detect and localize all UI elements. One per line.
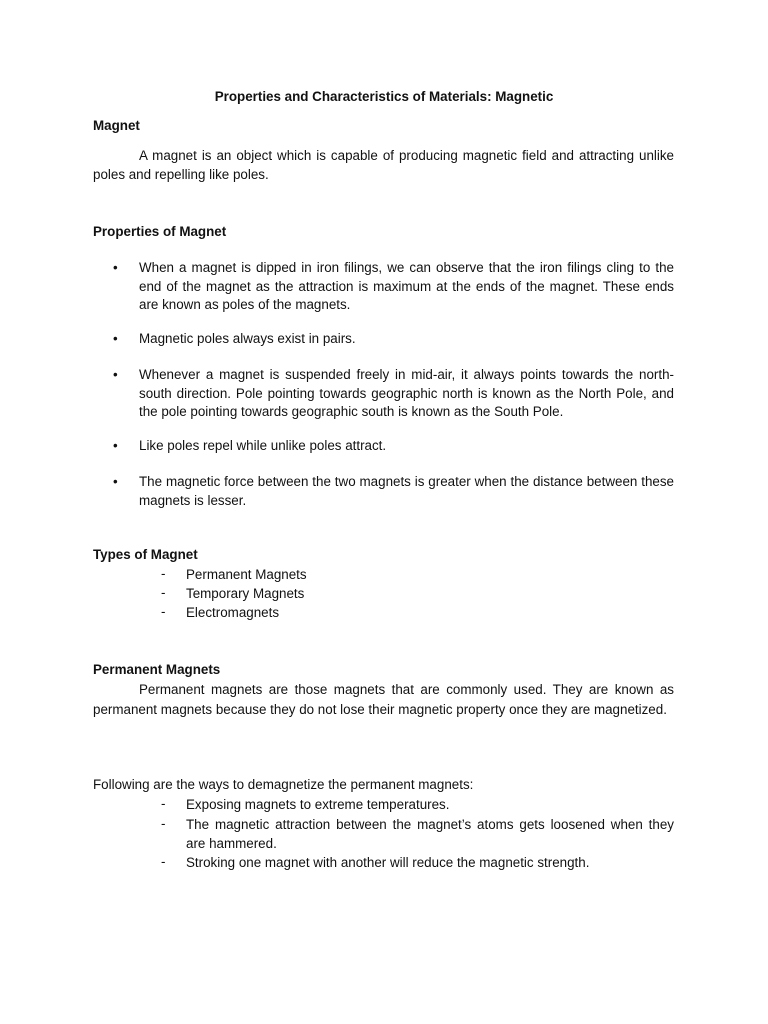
demagnetize-item: Exposing magnets to extreme temperatures. [186,797,450,812]
bullet-marker: • [113,331,118,346]
demagnetize-item: Stroking one magnet with another will reduce the magnetic strength. [186,855,590,870]
bullet-marker: • [113,367,118,382]
dash-marker: - [161,816,166,831]
section-heading-magnet: Magnet [93,118,140,133]
section-heading-types: Types of Magnet [93,547,198,562]
demagnetize-item: The magnetic attraction between the magnet’s atoms gets loosened when they are hammered. [186,817,674,851]
dash-marker: - [161,604,166,619]
permanent-paragraph: Permanent magnets are those magnets that are commonly used. They are known as permanent magnets because they do not lose their magnetic property once they are magnetized. [93,682,674,717]
type-item: Temporary Magnets [186,586,305,601]
dash-marker: - [161,796,166,811]
dash-marker: - [161,854,166,869]
bullet-marker: • [113,438,118,453]
dash-marker: - [161,566,166,581]
type-item: Electromagnets [186,605,280,620]
section-heading-permanent: Permanent Magnets [93,662,221,677]
magnet-paragraph: A magnet is an object which is capable of producing magnetic field and attracting unlike poles and repelling like poles. [93,148,674,182]
property-item: Whenever a magnet is suspended freely in mid-air, it always points towards the north-south direction. Pole pointing towards geographic north is known as the North Pole, and the pole pointing towards geographic south is known as the South Pole. [139,367,674,419]
demagnetize-intro: Following are the ways to demagnetize the permanent magnets: [93,777,474,792]
property-item: The magnetic force between the two magnets is greater when the distance between these magnets is lesser. [139,474,674,508]
type-item: Permanent Magnets [186,567,307,582]
property-item: Magnetic poles always exist in pairs. [139,331,356,346]
property-item: Like poles repel while unlike poles attract. [139,438,387,453]
page-title: Properties and Characteristics of Materials: Magnetic [214,89,554,104]
bullet-marker: • [113,260,118,275]
dash-marker: - [161,585,166,600]
section-heading-properties: Properties of Magnet [93,224,227,239]
property-item: When a magnet is dipped in iron filings, we can observe that the iron filings cling to the end of the magnet as the attraction is maximum at the ends of the magnet. These ends are known as poles of the magnets. [139,260,674,312]
bullet-marker: • [113,474,118,489]
